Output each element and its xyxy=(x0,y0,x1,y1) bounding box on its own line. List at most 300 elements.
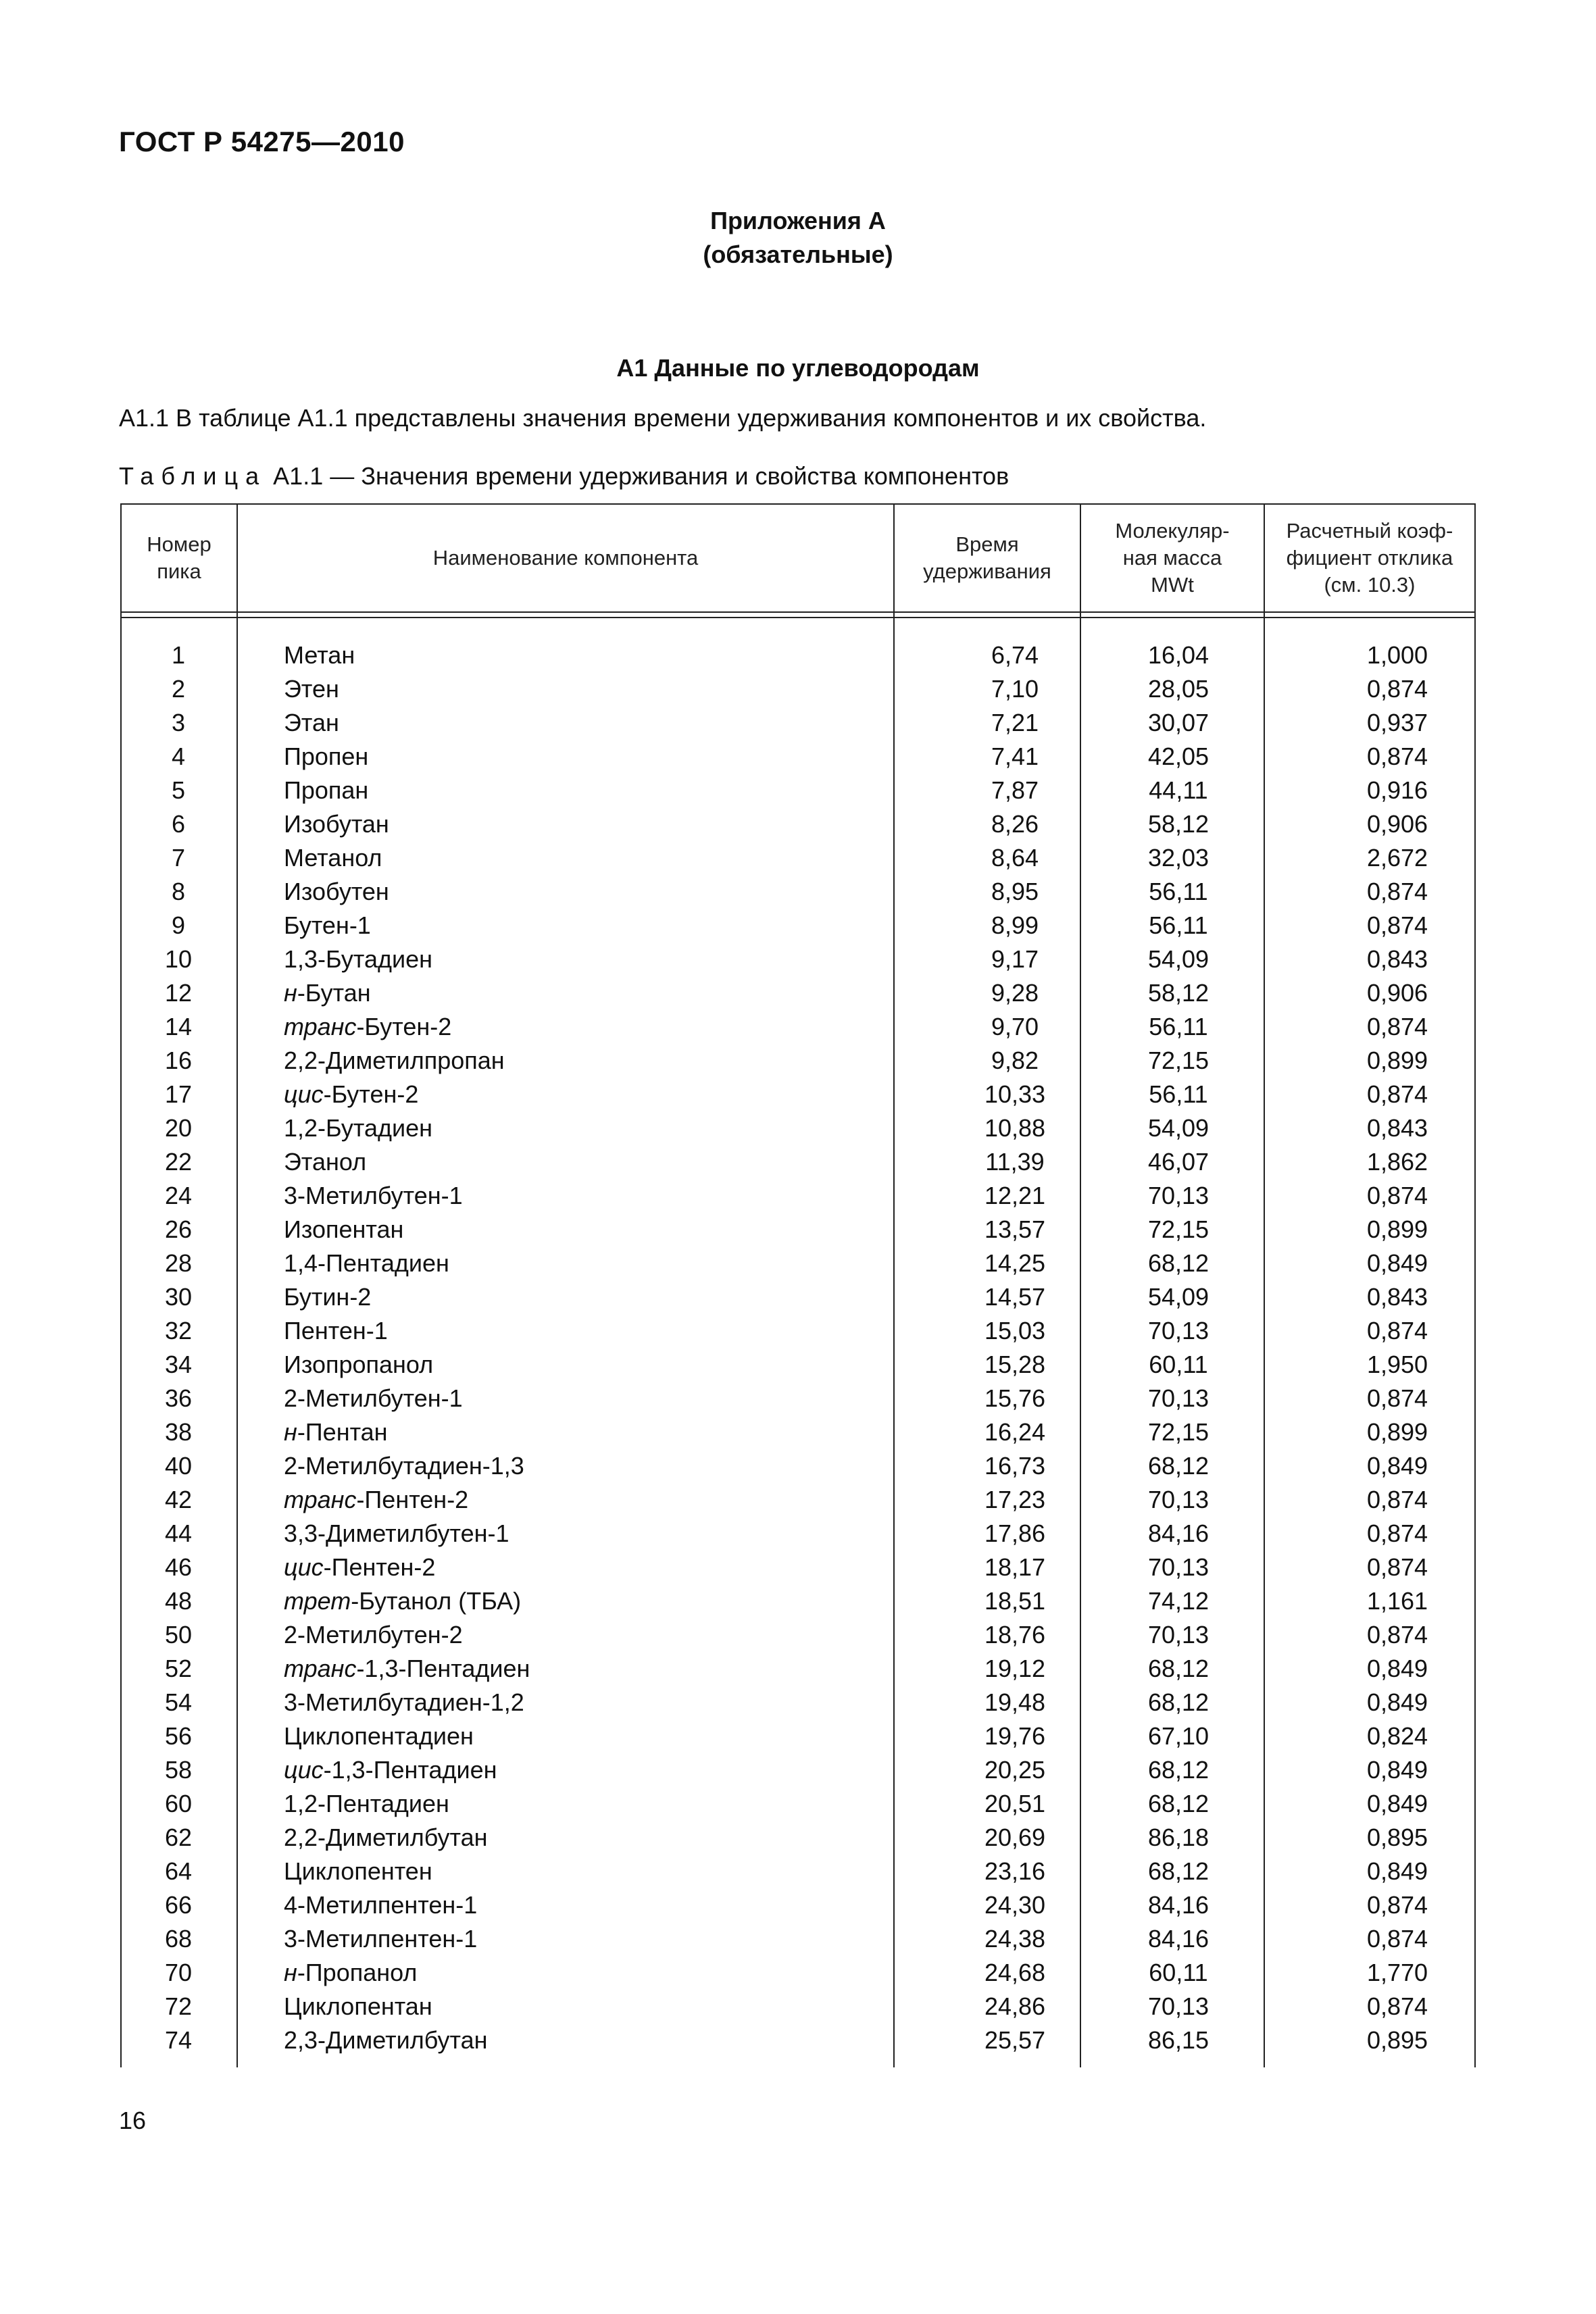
peak-number: 34 xyxy=(164,1351,193,1378)
peak-number: 22 xyxy=(164,1148,193,1176)
retention-time: 8,26 xyxy=(991,810,1039,838)
component-name-text: -1,3-Пентадиен xyxy=(356,1655,530,1682)
response-factor: 0,849 xyxy=(1366,1452,1428,1480)
table-row xyxy=(120,1686,1476,1719)
table-row xyxy=(120,1213,1476,1247)
peak-number: 42 xyxy=(164,1486,193,1513)
component-name xyxy=(284,1956,417,1990)
molecular-mass: 68,12 xyxy=(1147,1756,1210,1784)
table-row xyxy=(120,1753,1476,1787)
response-factor: 0,899 xyxy=(1366,1418,1428,1446)
component-name xyxy=(284,1990,432,2023)
component-name xyxy=(284,1111,432,1145)
component-name xyxy=(284,1179,463,1213)
component-name-text: Пентен-1 xyxy=(284,1317,388,1344)
response-factor: 0,906 xyxy=(1366,810,1428,838)
response-factor: 0,849 xyxy=(1366,1249,1428,1277)
response-factor: 0,843 xyxy=(1366,945,1428,973)
component-name-text: 4-Метилпентен-1 xyxy=(284,1891,478,1919)
retention-time: 19,48 xyxy=(984,1688,1046,1716)
table-row xyxy=(120,1990,1476,2023)
response-factor: 0,899 xyxy=(1366,1215,1428,1243)
molecular-mass: 70,13 xyxy=(1147,1182,1210,1209)
table-row xyxy=(120,1382,1476,1415)
component-name-text: 1,4-Пентадиен xyxy=(284,1249,449,1277)
peak-number: 64 xyxy=(164,1857,193,1885)
peak-number: 52 xyxy=(164,1655,193,1682)
table-row xyxy=(120,1584,1476,1618)
component-name-text: -Бутен-2 xyxy=(356,1013,452,1040)
retention-time: 24,68 xyxy=(984,1959,1046,1986)
molecular-mass: 70,13 xyxy=(1147,1317,1210,1344)
retention-time: 8,99 xyxy=(991,911,1039,939)
component-name xyxy=(284,1213,403,1247)
peak-number: 6 xyxy=(171,810,186,838)
molecular-mass: 68,12 xyxy=(1147,1790,1210,1817)
component-name xyxy=(284,807,389,841)
peak-number: 30 xyxy=(164,1283,193,1311)
molecular-mass: 70,13 xyxy=(1147,1992,1210,2020)
retention-table xyxy=(120,503,1476,2067)
component-name-text: Изопропанол xyxy=(284,1351,434,1378)
annex-title-line2: (обязательные) xyxy=(703,241,893,268)
component-name-text: 3-Метилбутадиен-1,2 xyxy=(284,1688,524,1716)
component-name xyxy=(284,976,371,1010)
molecular-mass: 72,15 xyxy=(1147,1215,1210,1243)
component-name xyxy=(284,672,339,706)
table-row xyxy=(120,1078,1476,1111)
component-name xyxy=(284,1753,497,1787)
component-name-text: 3-Метилбутен-1 xyxy=(284,1182,463,1209)
response-factor: 1,161 xyxy=(1366,1587,1428,1615)
molecular-mass: 56,11 xyxy=(1149,878,1208,905)
molecular-mass: 70,13 xyxy=(1147,1621,1210,1649)
peak-number: 3 xyxy=(171,709,186,736)
response-factor: 0,874 xyxy=(1366,878,1428,905)
component-name xyxy=(284,1652,530,1686)
response-factor: 0,906 xyxy=(1366,979,1428,1007)
table-row xyxy=(120,1517,1476,1551)
response-factor: 0,874 xyxy=(1366,1182,1428,1209)
component-name-prefix: транс xyxy=(284,1655,357,1682)
component-name-text: 1,2-Бутадиен xyxy=(284,1114,432,1142)
peak-number: 9 xyxy=(171,911,186,939)
retention-time: 7,10 xyxy=(991,675,1039,703)
component-name xyxy=(284,2023,488,2057)
table-header-separator-double xyxy=(120,617,1476,618)
molecular-mass: 60,11 xyxy=(1149,1351,1208,1378)
response-factor: 0,849 xyxy=(1366,1790,1428,1817)
component-name-text: -Пентен-2 xyxy=(356,1486,469,1513)
standard-code: ГОСТ Р 54275—2010 xyxy=(119,126,405,157)
molecular-mass: 54,09 xyxy=(1147,945,1210,973)
retention-time: 15,28 xyxy=(984,1351,1046,1378)
peak-number: 62 xyxy=(164,1823,193,1851)
peak-number: 58 xyxy=(164,1756,193,1784)
table-row xyxy=(120,1044,1476,1078)
page-number: 16 xyxy=(119,2107,147,2134)
response-factor: 1,950 xyxy=(1366,1351,1428,1378)
retention-time: 7,41 xyxy=(991,743,1039,770)
peak-number: 2 xyxy=(171,675,186,703)
component-name xyxy=(284,638,355,672)
table-row xyxy=(120,1922,1476,1956)
component-name-prefix: н xyxy=(284,1959,297,1986)
peak-number: 10 xyxy=(164,945,193,973)
retention-time: 20,51 xyxy=(984,1790,1046,1817)
component-name-text: 2-Метилбутен-2 xyxy=(284,1621,463,1649)
header-component-name: Наименование компонента xyxy=(432,546,699,570)
retention-time: 19,76 xyxy=(984,1722,1046,1750)
component-name-text: 3-Метилпентен-1 xyxy=(284,1925,478,1953)
component-name-text: 2,2-Диметилбутан xyxy=(284,1823,488,1851)
peak-number: 48 xyxy=(164,1587,193,1615)
table-row xyxy=(120,875,1476,909)
component-name xyxy=(284,1449,524,1483)
response-factor: 2,672 xyxy=(1366,844,1428,872)
peak-number: 74 xyxy=(164,2026,193,2054)
component-name xyxy=(284,1010,451,1044)
table-row xyxy=(120,1652,1476,1686)
component-name-text: Метан xyxy=(284,641,355,669)
molecular-mass: 68,12 xyxy=(1147,1452,1210,1480)
component-name xyxy=(284,1584,521,1618)
response-factor: 0,849 xyxy=(1366,1857,1428,1885)
component-name xyxy=(284,909,371,942)
component-name xyxy=(284,875,389,909)
peak-number: 20 xyxy=(164,1114,193,1142)
header-retention-time: Время удерживания xyxy=(923,532,1051,583)
component-name xyxy=(284,1517,509,1551)
molecular-mass: 58,12 xyxy=(1147,979,1210,1007)
peak-number: 24 xyxy=(164,1182,193,1209)
retention-time: 16,73 xyxy=(984,1452,1046,1480)
retention-time: 10,33 xyxy=(984,1080,1046,1108)
table-row xyxy=(120,1247,1476,1280)
component-name-text: Метанол xyxy=(284,844,382,872)
response-factor: 0,849 xyxy=(1366,1655,1428,1682)
table-row xyxy=(120,740,1476,774)
molecular-mass: 46,07 xyxy=(1147,1148,1210,1176)
table-row xyxy=(120,1415,1476,1449)
molecular-mass: 28,05 xyxy=(1147,675,1210,703)
component-name-text: 1,3-Бутадиен xyxy=(284,945,432,973)
peak-number: 5 xyxy=(171,776,186,804)
component-name-text: Изобутен xyxy=(284,878,389,905)
peak-number: 4 xyxy=(171,743,186,770)
component-name-text: Циклопентен xyxy=(284,1857,432,1885)
retention-time: 20,25 xyxy=(984,1756,1046,1784)
table-row xyxy=(120,1314,1476,1348)
annex-title-line1: Приложения А xyxy=(710,207,886,234)
retention-time: 11,39 xyxy=(985,1148,1045,1176)
molecular-mass: 16,04 xyxy=(1147,641,1210,669)
peak-number: 36 xyxy=(164,1384,193,1412)
peak-number: 46 xyxy=(164,1553,193,1581)
table-row xyxy=(120,706,1476,740)
response-factor: 0,899 xyxy=(1366,1047,1428,1074)
response-factor: 1,000 xyxy=(1366,641,1428,669)
peak-number: 68 xyxy=(164,1925,193,1953)
component-name xyxy=(284,706,339,740)
retention-time: 20,69 xyxy=(984,1823,1046,1851)
retention-time: 6,74 xyxy=(991,641,1039,669)
retention-time: 14,25 xyxy=(984,1249,1046,1277)
response-factor: 0,895 xyxy=(1366,1823,1428,1851)
peak-number: 40 xyxy=(164,1452,193,1480)
peak-number: 54 xyxy=(164,1688,193,1716)
molecular-mass: 32,03 xyxy=(1147,844,1210,872)
retention-time: 17,23 xyxy=(984,1486,1046,1513)
retention-time: 23,16 xyxy=(984,1857,1046,1885)
response-factor: 0,849 xyxy=(1366,1688,1428,1716)
header-peak-number: Номер пика xyxy=(147,532,211,583)
component-name-prefix: транс xyxy=(284,1486,357,1513)
retention-time: 19,12 xyxy=(984,1655,1046,1682)
retention-time: 24,38 xyxy=(984,1925,1046,1953)
response-factor: 0,874 xyxy=(1366,1992,1428,2020)
component-name xyxy=(284,1078,418,1111)
molecular-mass: 67,10 xyxy=(1147,1722,1210,1750)
table-row xyxy=(120,774,1476,807)
retention-time: 7,87 xyxy=(991,776,1039,804)
table-row xyxy=(120,1483,1476,1517)
component-name-text: Бутин-2 xyxy=(284,1283,372,1311)
component-name-text: -Бутан xyxy=(297,979,371,1007)
retention-time: 18,76 xyxy=(984,1621,1046,1649)
table-row xyxy=(120,909,1476,942)
response-factor: 0,874 xyxy=(1366,675,1428,703)
retention-time: 18,51 xyxy=(984,1587,1046,1615)
response-factor: 0,849 xyxy=(1366,1756,1428,1784)
molecular-mass: 86,18 xyxy=(1147,1823,1210,1851)
component-name xyxy=(284,1821,488,1855)
molecular-mass: 56,11 xyxy=(1149,1080,1208,1108)
peak-number: 72 xyxy=(164,1992,193,2020)
table-caption xyxy=(119,462,1009,491)
component-name-text: Этанол xyxy=(284,1148,367,1176)
response-factor: 0,874 xyxy=(1366,743,1428,770)
molecular-mass: 72,15 xyxy=(1147,1047,1210,1074)
peak-number: 60 xyxy=(164,1790,193,1817)
table-row xyxy=(120,1348,1476,1382)
molecular-mass: 84,16 xyxy=(1147,1519,1210,1547)
table-row xyxy=(120,1449,1476,1483)
response-factor: 1,862 xyxy=(1366,1148,1428,1176)
component-name xyxy=(284,1922,477,1956)
retention-time: 9,82 xyxy=(991,1047,1039,1074)
component-name-text: 2-Метилбутадиен-1,3 xyxy=(284,1452,524,1480)
molecular-mass: 42,05 xyxy=(1147,743,1210,770)
response-factor: 0,874 xyxy=(1366,1080,1428,1108)
peak-number: 26 xyxy=(164,1215,193,1243)
peak-number: 44 xyxy=(164,1519,193,1547)
table-row xyxy=(120,1010,1476,1044)
table-row xyxy=(120,1821,1476,1855)
response-factor: 0,874 xyxy=(1366,1317,1428,1344)
component-name-text: -1,3-Пентадиен xyxy=(323,1756,497,1784)
peak-number: 28 xyxy=(164,1249,193,1277)
retention-time: 24,30 xyxy=(984,1891,1046,1919)
retention-time: 13,57 xyxy=(984,1215,1046,1243)
table-row xyxy=(120,1855,1476,1888)
retention-time: 12,21 xyxy=(984,1182,1046,1209)
component-name xyxy=(284,1044,505,1078)
component-name-text: Изобутан xyxy=(284,810,389,838)
component-name xyxy=(284,1314,388,1348)
component-name-text: 2,2-Диметилпропан xyxy=(284,1047,505,1074)
table-row xyxy=(120,841,1476,875)
table-row xyxy=(120,1719,1476,1753)
retention-time: 15,03 xyxy=(984,1317,1046,1344)
molecular-mass: 72,15 xyxy=(1147,1418,1210,1446)
peak-number: 66 xyxy=(164,1891,193,1919)
peak-number: 16 xyxy=(164,1047,193,1074)
component-name-text: Циклопентадиен xyxy=(284,1722,474,1750)
response-factor: 0,843 xyxy=(1366,1283,1428,1311)
table-row xyxy=(120,1956,1476,1990)
component-name-text: Бутен-1 xyxy=(284,911,371,939)
retention-time: 8,64 xyxy=(991,844,1039,872)
component-name xyxy=(284,1348,433,1382)
component-name xyxy=(284,1382,463,1415)
component-name-text: Этан xyxy=(284,709,339,736)
table-row xyxy=(120,942,1476,976)
molecular-mass: 74,12 xyxy=(1147,1587,1210,1615)
component-name xyxy=(284,1247,449,1280)
table-row xyxy=(120,1888,1476,1922)
retention-time: 9,70 xyxy=(991,1013,1039,1040)
section-title: А1 Данные по углеводородам xyxy=(616,354,980,382)
component-name xyxy=(284,1618,463,1652)
peak-number: 8 xyxy=(171,878,186,905)
retention-time: 17,86 xyxy=(984,1519,1046,1547)
response-factor: 0,874 xyxy=(1366,911,1428,939)
retention-time: 24,86 xyxy=(984,1992,1046,2020)
retention-time: 15,76 xyxy=(984,1384,1046,1412)
component-name xyxy=(284,1145,366,1179)
peak-number: 50 xyxy=(164,1621,193,1649)
peak-number: 56 xyxy=(164,1722,193,1750)
component-name xyxy=(284,1280,371,1314)
molecular-mass: 58,12 xyxy=(1147,810,1210,838)
response-factor: 0,916 xyxy=(1366,776,1428,804)
table-row xyxy=(120,1787,1476,1821)
component-name-prefix: цис xyxy=(284,1080,324,1108)
molecular-mass: 68,12 xyxy=(1147,1688,1210,1716)
component-name xyxy=(284,841,382,875)
component-name xyxy=(284,1551,435,1584)
peak-number: 70 xyxy=(164,1959,193,1986)
table-row xyxy=(120,976,1476,1010)
molecular-mass: 86,15 xyxy=(1147,2026,1210,2054)
molecular-mass: 68,12 xyxy=(1147,1249,1210,1277)
molecular-mass: 56,11 xyxy=(1149,1013,1208,1040)
molecular-mass: 70,13 xyxy=(1147,1384,1210,1412)
molecular-mass: 68,12 xyxy=(1147,1857,1210,1885)
component-name xyxy=(284,1415,388,1449)
retention-time: 14,57 xyxy=(984,1283,1046,1311)
retention-time: 9,17 xyxy=(991,945,1039,973)
component-name xyxy=(284,1483,468,1517)
component-name-text: 3,3-Диметилбутен-1 xyxy=(284,1519,509,1547)
retention-time: 25,57 xyxy=(984,2026,1046,2054)
table-caption-text: А1.1 — Значения времени удерживания и свойства компонентов xyxy=(266,462,1009,490)
retention-time: 7,21 xyxy=(991,709,1039,736)
table-header-separator xyxy=(120,611,1476,613)
peak-number: 12 xyxy=(164,979,193,1007)
table-row xyxy=(120,638,1476,672)
peak-number: 38 xyxy=(164,1418,193,1446)
response-factor: 0,874 xyxy=(1366,1384,1428,1412)
component-name-text: Циклопентан xyxy=(284,1992,432,2020)
component-name-text: -Пентен-2 xyxy=(323,1553,436,1581)
response-factor: 0,843 xyxy=(1366,1114,1428,1142)
retention-time: 10,88 xyxy=(984,1114,1046,1142)
molecular-mass: 30,07 xyxy=(1147,709,1210,736)
component-name-text: 1,2-Пентадиен xyxy=(284,1790,449,1817)
table-row xyxy=(120,1179,1476,1213)
table-body xyxy=(120,638,1476,2057)
response-factor: 0,874 xyxy=(1366,1925,1428,1953)
molecular-mass: 84,16 xyxy=(1147,1925,1210,1953)
component-name-prefix: н xyxy=(284,979,297,1007)
retention-time: 9,28 xyxy=(991,979,1039,1007)
component-name-text: 2-Метилбутен-1 xyxy=(284,1384,463,1412)
component-name xyxy=(284,740,368,774)
peak-number: 1 xyxy=(171,641,186,669)
molecular-mass: 54,09 xyxy=(1147,1283,1210,1311)
component-name-prefix: транс xyxy=(284,1013,357,1040)
component-name-prefix: н xyxy=(284,1418,297,1446)
table-row xyxy=(120,807,1476,841)
component-name xyxy=(284,774,368,807)
component-name-text: -Бутанол (ТБА) xyxy=(351,1587,522,1615)
molecular-mass: 68,12 xyxy=(1147,1655,1210,1682)
component-name xyxy=(284,1787,449,1821)
table-caption-word: Таблица xyxy=(119,462,267,490)
table-row xyxy=(120,2023,1476,2057)
table-row xyxy=(120,1145,1476,1179)
component-name xyxy=(284,1888,477,1922)
response-factor: 0,874 xyxy=(1366,1553,1428,1581)
molecular-mass: 44,11 xyxy=(1149,776,1208,804)
peak-number: 7 xyxy=(171,844,186,872)
component-name-text: -Пропанол xyxy=(297,1959,418,1986)
component-name-text: Этен xyxy=(284,675,339,703)
response-factor: 0,824 xyxy=(1366,1722,1428,1750)
response-factor: 0,874 xyxy=(1366,1013,1428,1040)
table-row xyxy=(120,1111,1476,1145)
molecular-mass: 84,16 xyxy=(1147,1891,1210,1919)
component-name-prefix: цис xyxy=(284,1553,324,1581)
annex-title xyxy=(0,204,1596,272)
component-name-text: Изопентан xyxy=(284,1215,404,1243)
response-factor: 0,874 xyxy=(1366,1621,1428,1649)
component-name-prefix: трет xyxy=(284,1587,351,1615)
component-name-text: -Бутен-2 xyxy=(323,1080,419,1108)
peak-number: 17 xyxy=(164,1080,193,1108)
molecular-mass: 60,11 xyxy=(1149,1959,1208,1986)
response-factor: 0,895 xyxy=(1366,2026,1428,2054)
response-factor: 0,874 xyxy=(1366,1891,1428,1919)
header-molecular-mass: Молекуляр- ная масса MWt xyxy=(1115,519,1230,597)
component-name xyxy=(284,1855,432,1888)
molecular-mass: 70,13 xyxy=(1147,1486,1210,1513)
component-name xyxy=(284,1686,524,1719)
molecular-mass: 70,13 xyxy=(1147,1553,1210,1581)
component-name-text: -Пентан xyxy=(297,1418,388,1446)
